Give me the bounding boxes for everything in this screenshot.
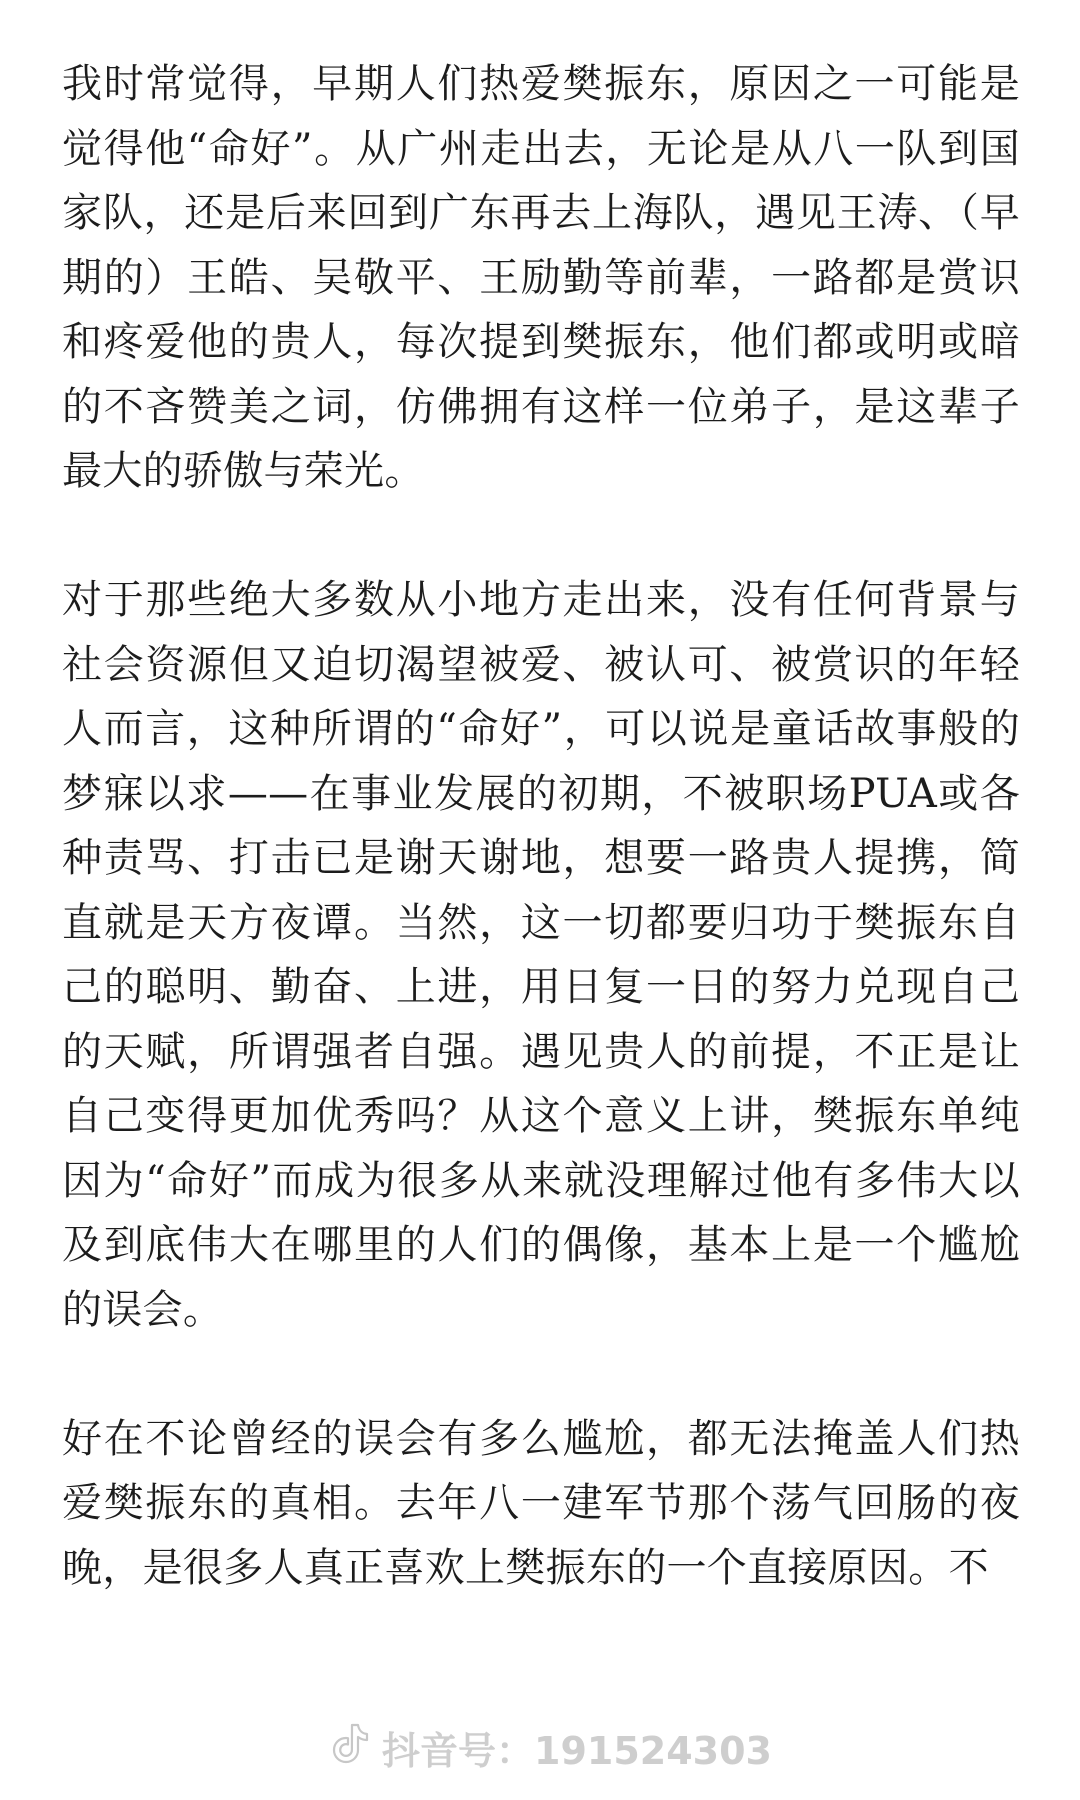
paragraph-2: 对于那些绝大多数从小地方走出来，没有任何背景与社会资源但又迫切渴望被爱、被认可、被赏识的年轻人而言，这种所谓的“命好”，可以说是童话故事般的梦寐以求——在事业发展的初期，不被职场PUA或各种责骂、打击已是谢天谢地，想要一路贵人提携，简直就是天方夜谭。当然，这一切都要归功于樊振东自己的聪明、勤奋、上进，用日复一日的努力兑现自己的天赋，所谓强者自强。遇见贵人的前提，不正是让自己变得更加优秀吗？从这个意义上讲，樊振东单纯因为“命好”而成为很多从来就没理解过他有多伟大以及到底伟大在哪里的人们的偶像，基本上是一个尴尬的误会。 (62, 577, 1020, 1333)
douyin-watermark (330, 1722, 772, 1772)
paragraph-3: 好在不论曾经的误会有多么尴尬，都无法掩盖人们热爱樊振东的真相。去年八一建军节那个荡气回肠的夜晚，是很多人真正喜欢上樊振东的一个直接原因。不 (62, 1415, 1020, 1591)
watermark-text: 抖音号：191524303 (382, 1728, 772, 1773)
paragraph-1: 我时常觉得，早期人们热爱樊振东，原因之一可能是觉得他“命好”。从广州走出去，无论是从八一队到国家队，还是后来回到广东再去上海队，遇见王涛、（早期的）王皓、吴敬平、王励勤等前辈，一路都是赏识和疼爱他的贵人，每次提到樊振东，他们都或明或暗的不吝赞美之词，仿佛拥有这样一位弟子，是这辈子最大的骄傲与荣光。 (62, 61, 1020, 494)
tiktok-logo-icon (330, 1721, 370, 1774)
article-body (62, 52, 1020, 1600)
